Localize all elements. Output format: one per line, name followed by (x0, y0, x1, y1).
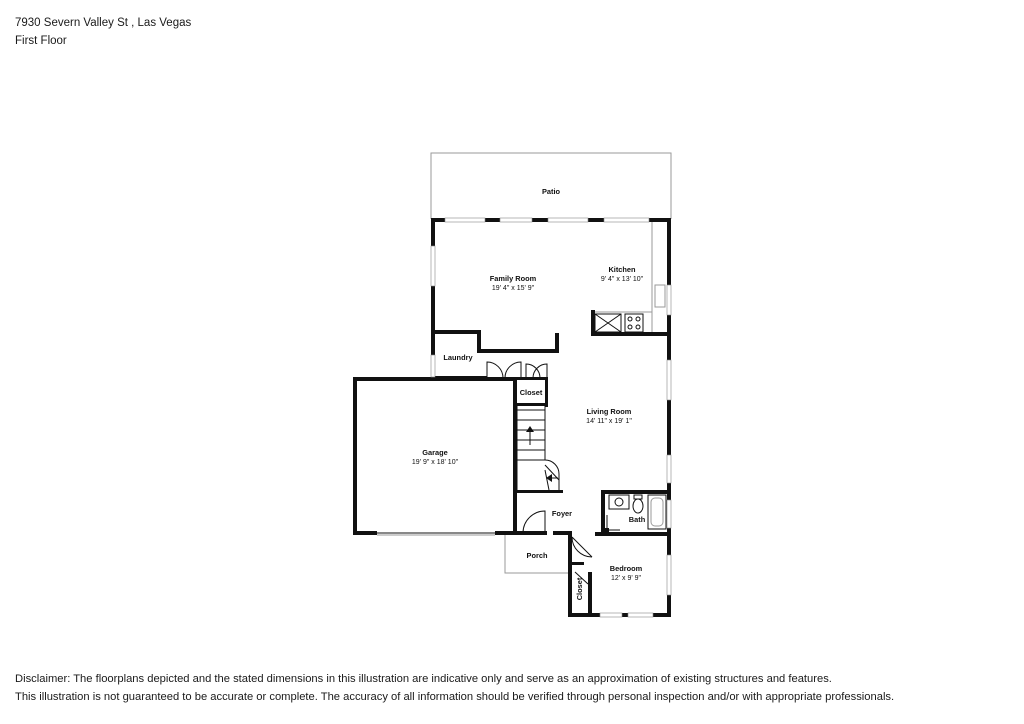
patio-label: Patio (541, 187, 561, 196)
living-room-dimensions: 14' 11" x 19' 1" (586, 418, 632, 425)
doors (487, 362, 620, 584)
floor-label: First Floor (15, 35, 67, 47)
disclaimer-line-2: This illustration is not guaranteed to be accurate or complete. The accuracy of all information should be verified through personal inspection and/or with appropriate professionals. (15, 691, 895, 703)
family-room-dimensions: 19' 4" x 15' 9" (491, 285, 535, 292)
living-room-label: Living Room (586, 407, 632, 416)
closet-lower-label: Closet (575, 577, 584, 601)
family-room-label: Family Room (489, 274, 537, 283)
bath-label: Bath (628, 515, 646, 524)
porch-label: Porch (526, 551, 548, 560)
garage-dimensions: 19' 9" x 18' 10" (411, 459, 459, 466)
foyer-label: Foyer (551, 509, 573, 518)
kitchen-label: Kitchen (608, 265, 636, 274)
kitchen-dimensions: 9' 4" x 13' 10" (600, 276, 644, 283)
bedroom-dimensions: 12' x 9' 9" (610, 575, 642, 582)
bedroom-label: Bedroom (609, 564, 643, 573)
property-address: 7930 Severn Valley St , Las Vegas (15, 17, 192, 29)
staircase (517, 406, 559, 490)
garage-door (377, 533, 495, 535)
laundry-label: Laundry (443, 353, 473, 362)
disclaimer-line-1: Disclaimer: The floorplans depicted and the stated dimensions in this illustration are indicative only and serve as an approximation of existing structures and features. (15, 673, 832, 685)
garage-label: Garage (422, 448, 448, 457)
closet-upper-label: Closet (519, 388, 543, 397)
patio-area (431, 153, 671, 219)
